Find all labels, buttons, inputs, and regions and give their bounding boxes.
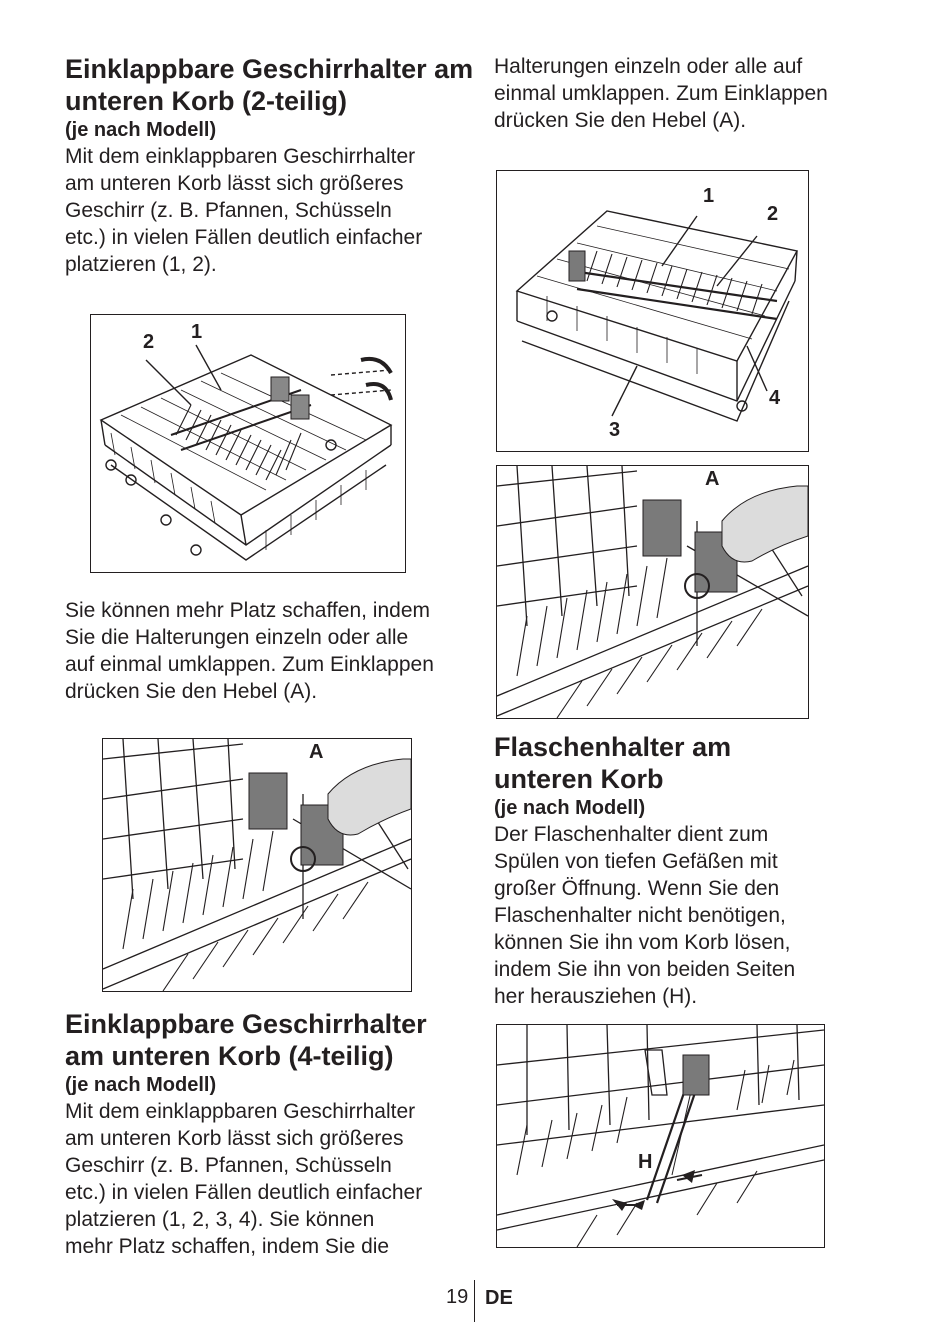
callout-h: H — [638, 1151, 653, 1173]
section-foldable-holder-4part — [65, 1008, 485, 1260]
callout-2: 2 — [143, 331, 155, 353]
section-body: Mit dem einklappbaren Geschirrhalter am unteren Korb lässt sich größeres Geschirr (z. B. Pfannen, Schüsseln etc.) in vielen Fällen deutlich einfacher platzieren (1, 2). — [65, 145, 423, 276]
bottle-holder-drawing — [497, 1025, 824, 1247]
language-code: DE — [485, 1287, 513, 1309]
callout-a: A — [705, 468, 720, 490]
page-number: 19 — [446, 1286, 469, 1308]
section-title: Einklappbare Geschirrhalter am unteren Korb (4-teilig) — [65, 1009, 427, 1071]
basket-drawing — [91, 315, 405, 572]
section-body: Der Flaschenhalter dient zum Spülen von tiefen Gefäßen mit großer Öffnung. Wenn Sie den Flaschenhalter nicht benötigen, können Sie ihn vom Korb lösen, indem Sie ihn von beiden Seiten her herausziehen (H). — [494, 823, 796, 1008]
callout-2: 2 — [767, 203, 779, 225]
lever-drawing — [497, 466, 808, 718]
basket-drawing — [497, 171, 808, 451]
callout-4: 4 — [769, 387, 781, 409]
section-subtitle: (je nach Modell) — [65, 1074, 217, 1096]
section-subtitle: (je nach Modell) — [494, 797, 646, 819]
footer-divider — [474, 1280, 475, 1322]
section-title: Einklappbare Geschirrhalter am unteren Korb (2-teilig) — [65, 54, 474, 116]
section-foldable-holder-2part — [65, 53, 485, 278]
callout-3: 3 — [609, 419, 621, 441]
basket-4part-illustration — [496, 170, 809, 452]
section-bottle-holder — [494, 731, 914, 1010]
callout-a: A — [309, 741, 324, 763]
section-title: Flaschenhalter am unteren Korb — [494, 732, 732, 794]
callout-1: 1 — [703, 185, 715, 207]
bottle-holder-illustration — [496, 1024, 825, 1248]
basket-2part-illustration — [90, 314, 406, 573]
lever-closeup-illustration — [102, 738, 412, 992]
lever-closeup-illustration — [496, 465, 809, 719]
lever-drawing — [103, 739, 411, 991]
callout-1: 1 — [191, 321, 203, 343]
continued-paragraph: Halterungen einzeln oder alle auf einmal umklappen. Zum Einklappen drücken Sie den Hebel (A). — [494, 55, 828, 132]
section-subtitle: (je nach Modell) — [65, 119, 217, 141]
section-body: Mit dem einklappbaren Geschirrhalter am unteren Korb lässt sich größeres Geschirr (z. B. Pfannen, Schüsseln etc.) in vielen Fällen deutlich einfacher platzieren (1, 2, 3, 4). Sie können mehr Platz schaffen, indem Sie die — [65, 1100, 423, 1258]
fold-instructions-paragraph: Sie können mehr Platz schaffen, indem Sie die Halterungen einzeln oder alle auf einmal umklappen. Zum Einklappen drücken Sie den Hebel (A). — [65, 599, 434, 703]
